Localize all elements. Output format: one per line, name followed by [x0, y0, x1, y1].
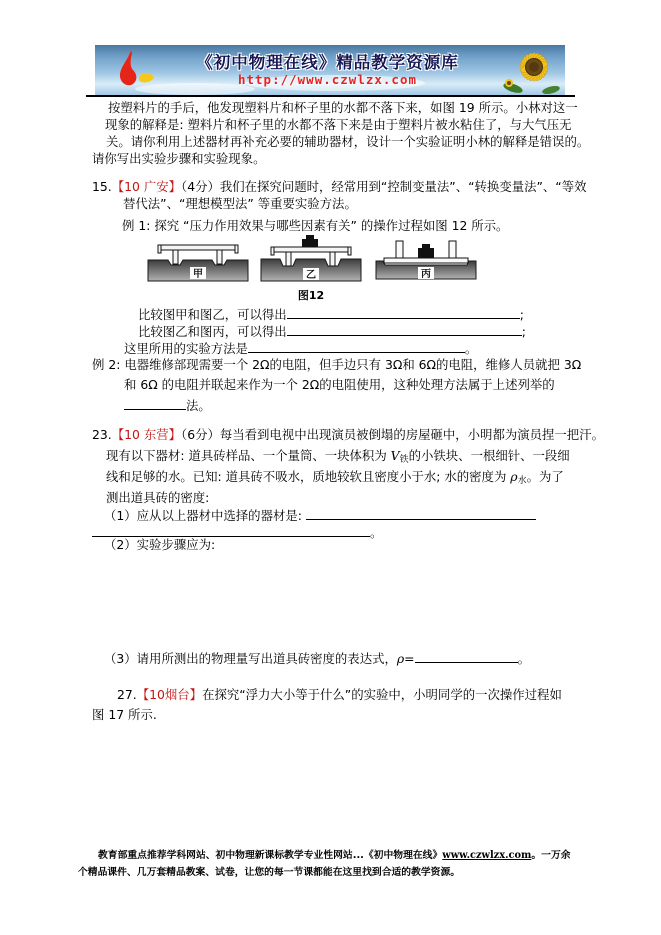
q23-line4: 测出道具砖的密度:	[106, 490, 210, 505]
intro-line: 现象的解释是: 塑料片和杯子里的水都不落下来是由于塑料片被水粘住了，与大气压无	[105, 117, 572, 132]
answer-blank[interactable]	[306, 506, 536, 520]
q15-compare2-line	[138, 322, 526, 340]
q15-example2-line3	[124, 396, 211, 414]
weight-shape	[302, 235, 318, 247]
q23-heading	[92, 427, 604, 443]
q15-compare2-text: 比较图乙和图丙，可以得出	[138, 324, 287, 339]
q23-part1-text: （1）应从以上器材中选择的器材是:	[104, 508, 306, 523]
q27-heading-text: 在探究“浮力大小等于什么”的实验中，小明同学的一次操作过程如	[202, 687, 562, 702]
pressure-figure-jia	[146, 243, 250, 283]
q27-number: 27.	[117, 687, 137, 702]
footer-line1	[98, 849, 571, 862]
q15-example1-line: 例 1: 探究 “压力作用效果与哪些因素有关” 的操作过程如图 12 所示。	[122, 218, 509, 233]
q27-heading	[117, 687, 562, 703]
answer-blank[interactable]	[415, 649, 518, 663]
q23-line2-tail: 的小铁块、一根细针、一段细	[408, 448, 570, 463]
q23-line3-text: 线和足够的水。已知: 道具砖不吸水，质地较软且密度小于水; 水的密度为	[106, 469, 511, 484]
intro-line: 请你写出实验步骤和实验现象。	[92, 151, 266, 166]
variable-rho: ρ	[396, 651, 405, 666]
q15-line: 替代法”、“理想模型法” 等重要实验方法。	[123, 196, 357, 211]
footer-text: 教育部重点推荐学科网站、初中物理新课标教学专业性网站...《初中物理在线》	[98, 850, 443, 861]
answer-blank[interactable]	[92, 523, 370, 537]
variable-rho: ρ	[510, 469, 518, 484]
answer-blank[interactable]	[248, 339, 465, 353]
q15-compare1-line	[138, 305, 524, 323]
q15-method-line	[124, 339, 477, 357]
footer-line2: 个精品课件、几万套精品教案、试卷，让您的每一节课都能在这里找到合适的教学资源。	[78, 867, 461, 878]
q15-source-tag: 【10 广安】	[111, 179, 181, 194]
banner-url: http://www.czwlzx.com	[237, 72, 418, 87]
q23-line3-tail: 。为了	[526, 469, 564, 484]
site-banner	[95, 45, 565, 95]
svg-text:丙: 丙	[421, 269, 431, 280]
footer-text: 。一万余	[531, 850, 571, 861]
answer-blank[interactable]	[124, 396, 186, 410]
q23-part1-line	[104, 506, 536, 524]
weight-shape	[418, 244, 434, 258]
answer-blank[interactable]	[287, 305, 520, 319]
banner-title: 《初中物理在线》精品教学资源库	[196, 53, 459, 72]
q23-part3-text: （3）请用所测出的物理量写出道具砖密度的表达式，	[104, 651, 397, 666]
intro-line: 关。请你利用上述器材再补充必要的辅助器材，设计一个实验证明小林的解释是错误的。	[106, 134, 590, 149]
q23-part2-line: （2）实验步骤应为:	[104, 537, 216, 552]
q23-line2	[106, 448, 570, 468]
intro-line: 按塑料片的手后，他发现塑料片和杯子里的水都不落下来，如图 19 所示。小林对这一	[108, 100, 578, 115]
q23-line2-text: 现有以下器材: 道具砖样品、一个量筒、一块体积为	[106, 448, 391, 463]
figure-caption: 图12	[297, 289, 325, 302]
physics-logo-icon	[115, 48, 159, 92]
q15-heading	[92, 179, 587, 195]
variable-rho-subscript: 水	[517, 476, 527, 486]
q23-line3	[106, 469, 564, 489]
q15-example2-suffix: 法。	[186, 398, 211, 413]
q23-part3-line	[104, 649, 530, 667]
punct: ;	[521, 324, 526, 339]
q23-number: 23.	[92, 427, 112, 442]
punct: 。	[370, 525, 383, 540]
variable-v: V	[390, 448, 400, 463]
sunflower-icon	[501, 46, 563, 95]
q27-line2: 图 17 所示.	[92, 707, 157, 722]
q15-compare1-text: 比较图甲和图乙，可以得出	[138, 307, 287, 322]
q27-source-tag: 【10烟台】	[136, 687, 203, 702]
punct: 。	[517, 651, 530, 666]
q15-example2-line2: 和 6Ω 的电阻并联起来作为一个 2Ω的电阻使用，这种处理方法属于上述列举的	[124, 377, 555, 392]
svg-text:乙: 乙	[306, 270, 316, 281]
equals-sign: =	[404, 651, 415, 666]
pressure-figure-bing	[374, 239, 478, 281]
q23-source-tag: 【10 东营】	[111, 427, 181, 442]
q15-example2-line1: 例 2: 电器维修部现需要一个 2Ω的电阻，但手边只有 3Ω和 6Ω的电阻，维修人员就把 3Ω	[92, 357, 582, 372]
punct: 。	[464, 341, 478, 356]
pressure-figure-yi	[259, 235, 363, 283]
header-rule	[86, 95, 575, 97]
q15-heading-text: （4分）我们在探究问题时，经常用到“控制变量法”、“转换变量法”、“等效	[181, 179, 587, 194]
svg-text:甲: 甲	[193, 269, 203, 280]
q23-heading-text: （6分）每当看到电视中出现演员被倒塌的房屋砸中，小明都为演员捏一把汗。	[181, 427, 604, 442]
answer-blank[interactable]	[287, 322, 522, 336]
punct: ;	[519, 307, 524, 322]
q15-number: 15.	[92, 179, 112, 194]
q15-method-text: 这里所用的实验方法是	[124, 341, 248, 356]
variable-v-subscript: 铁	[399, 455, 409, 465]
footer-link[interactable]: www.czwlzx.com	[442, 850, 532, 861]
